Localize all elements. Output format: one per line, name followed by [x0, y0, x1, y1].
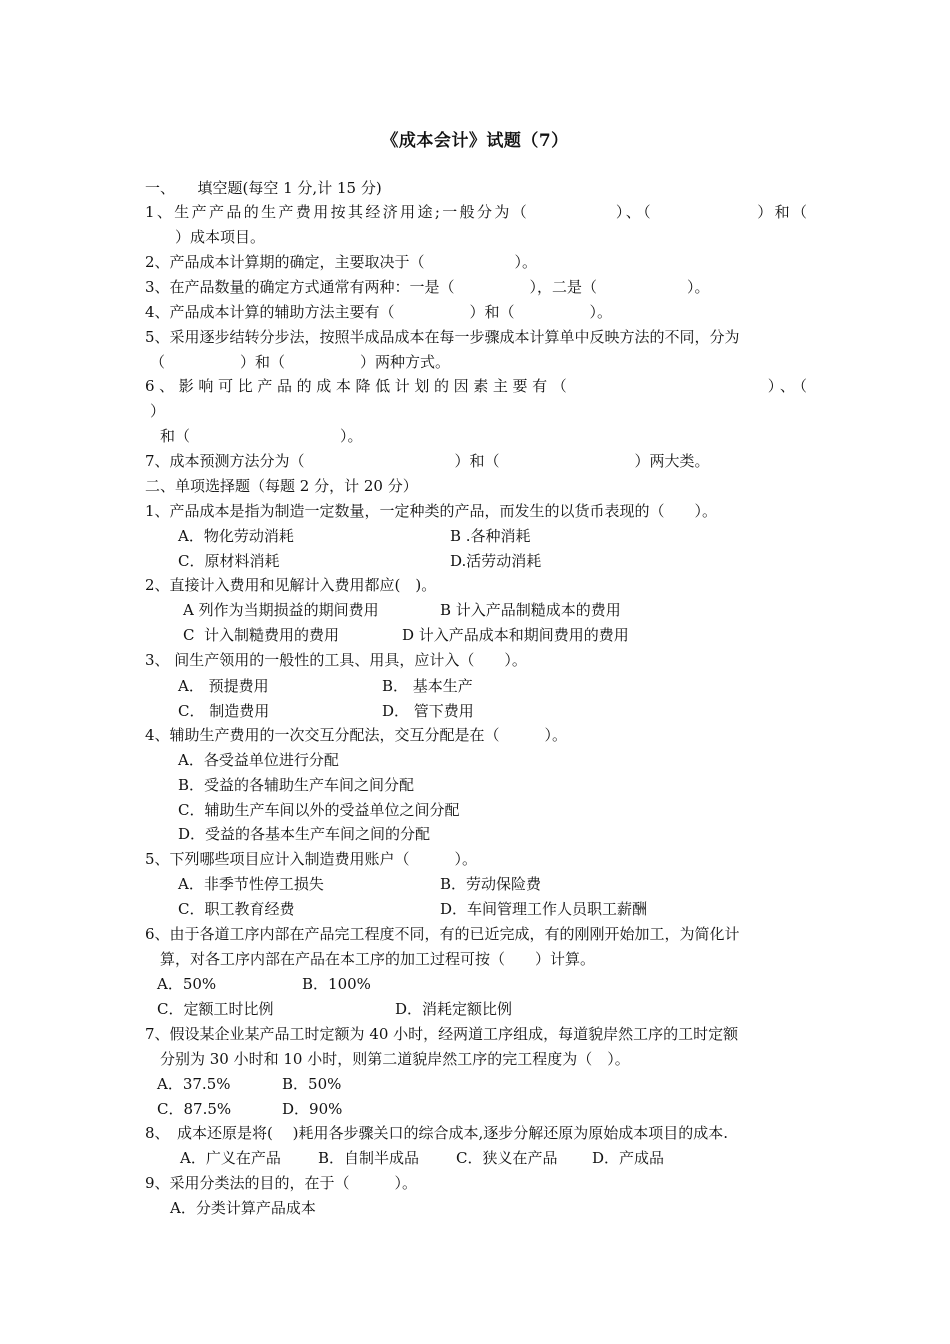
question-line: 5、采用逐步结转分步法，按照半成品成本在每一步骤成本计算单中反映方法的不同，分为: [145, 328, 740, 346]
option: D．产成品: [592, 1149, 665, 1167]
option: B．100%: [302, 975, 371, 993]
option: A．物化劳动消耗: [178, 527, 294, 545]
option: C．狭义在产品: [456, 1149, 558, 1167]
question-line: 4、辅助生产费用的一次交互分配法，交互分配是在（ ）。: [145, 726, 568, 744]
option: D．车间管理工作人员职工薪酬: [440, 900, 648, 918]
question-line: 5、下列哪些项目应计入制造费用账户（ ）。: [145, 850, 478, 868]
option: B．受益的各辅助生产车间之间分配: [178, 776, 415, 794]
question-line: ）成本项目。: [145, 228, 266, 246]
question-line: （ ）和（ ）两种方式。: [150, 353, 451, 371]
option: B .各种消耗: [450, 527, 531, 545]
question-line: 3、在产品数量的确定方式通常有两种：一是（ ），二是（ ）。: [145, 278, 710, 296]
section-heading: 一、 填空题(每空 1 分,计 15 分): [145, 179, 382, 197]
option: A．广义在产品: [180, 1149, 281, 1167]
option: C．辅助生产车间以外的受益单位之间分配: [178, 801, 460, 819]
question-line: 4、产品成本计算的辅助方法主要有（ ）和（ ）。: [145, 303, 613, 321]
option: A．各受益单位进行分配: [178, 751, 339, 769]
question-line: 9、采用分类法的目的，在于（ ）。: [145, 1174, 418, 1192]
option: A．分类计算产品成本: [170, 1199, 316, 1217]
option: B 计入产品制糙成本的费用: [440, 601, 621, 619]
question-line: 3、 间生产领用的一般性的工具、用具，应计入（ ）。: [145, 651, 527, 669]
option: C．原材料消耗: [178, 552, 280, 570]
option: D．消耗定额比例: [395, 1000, 513, 1018]
question-line: 1、产品成本是指为制造一定数量，一定种类的产品，而发生的以货币表现的（ ）。: [145, 502, 718, 520]
question-line: 算，对各工序内部在产品在本工序的加工过程可按（ ）计算。: [160, 950, 596, 968]
option: C．87.5%: [157, 1100, 232, 1118]
option: D.活劳动消耗: [450, 552, 542, 570]
option: B．劳动保险费: [440, 875, 542, 893]
question-line: 1、生产产品的生产费用按其经济用途;一般分为（ ）、（ ）和（: [145, 203, 807, 221]
question-line: 6、由于各道工序内部在产品完工程度不同，有的已近完成，有的刚刚开始加工，为简化计: [145, 925, 740, 943]
question-line: 6、影响可比产品的成本降低计划的因素主要有（ ）、（: [145, 377, 807, 395]
option: C．职工教育经费: [178, 900, 295, 918]
option: A．37.5%: [157, 1075, 231, 1093]
question-line: 2、产品成本计算期的确定，主要取决于（ ）。: [145, 253, 538, 271]
option: A．非季节性停工损失: [178, 875, 324, 893]
question-line: 8、 成本还原是将( )耗用各步骤关口的综合成本,逐步分解还原为原始成本项目的成本.: [145, 1124, 729, 1142]
question-line: 2、直接计入费用和见解计入费用都应( )。: [145, 576, 437, 594]
document-title: 《成本会计》试题（7）: [381, 131, 569, 151]
option: A． 预提费用: [178, 677, 269, 695]
option: B．自制半成品: [318, 1149, 420, 1167]
option: C 计入制糙费用的费用: [183, 626, 340, 644]
option: B． 基本生产: [382, 677, 473, 695]
question-line: 和（ ）。: [160, 427, 363, 445]
option: D．受益的各基本生产车间之间的分配: [178, 825, 431, 843]
section-heading: 二、单项选择题（每题 2 分，计 20 分）: [145, 477, 418, 495]
question-line: 分别为 30 小时和 10 小时，则第二道貌岸然工序的完工程度为（ ）。: [160, 1050, 630, 1068]
question-line: 7、成本预测方法分为（ ）和（ ）两大类。: [145, 452, 710, 470]
option: A．50%: [157, 975, 217, 993]
option: D．90%: [282, 1100, 343, 1118]
option: C．定额工时比例: [157, 1000, 274, 1018]
option: D． 管下费用: [382, 702, 474, 720]
option: C． 制造费用: [178, 702, 270, 720]
question-line: ）: [150, 402, 166, 420]
option: D 计入产品成本和期间费用的费用: [402, 626, 629, 644]
question-line: 7、假设某企业某产品工时定额为 40 小时，经两道工序组成，每道貌岸然工序的工时定额: [145, 1025, 739, 1043]
option: A 列作为当期损益的期间费用: [183, 601, 379, 619]
option: B．50%: [282, 1075, 342, 1093]
